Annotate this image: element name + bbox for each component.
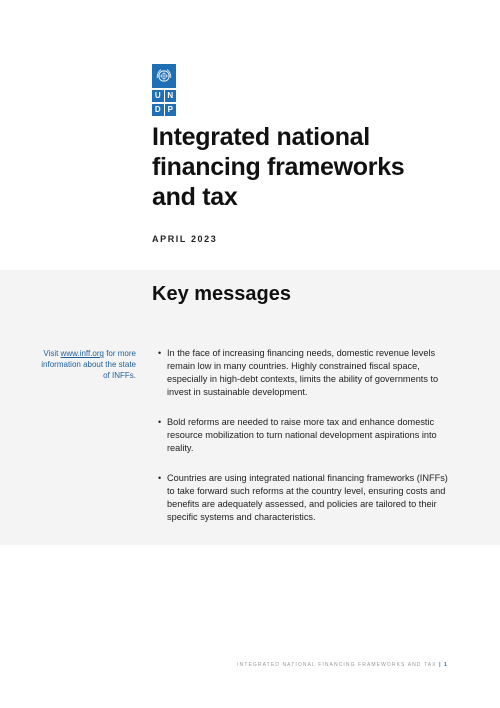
side-note-suffix: for more information about the state of INFFs. [41, 349, 136, 380]
page-footer [150, 662, 448, 668]
key-messages-heading: Key messages [152, 283, 291, 305]
logo-letter-n: N [165, 90, 177, 102]
page-number: 1 [444, 662, 448, 668]
inff-link[interactable]: www.inff.org [60, 349, 104, 358]
footer-text: INTEGRATED NATIONAL FINANCING FRAMEWORKS AND TAX [237, 662, 437, 668]
list-item [158, 347, 448, 399]
bullet-icon: • [158, 417, 162, 427]
message-text: Countries are using integrated national financing frameworks (INFFs) to take forward such reforms at the country level, ensuring costs and benefits are adequately assessed, and policies are tailored to their specific systems and characteristics. [167, 473, 448, 522]
bullet-icon: • [158, 473, 162, 483]
publication-date: APRIL 2023 [152, 234, 218, 244]
logo-letters-top [152, 90, 176, 102]
message-text: In the face of increasing financing needs, domestic revenue levels remain low in many countries. Highly constrained fiscal space, especially in high-debt contexts, limits the ability of governments to invest in sustainable development. [167, 348, 439, 397]
side-note [40, 348, 136, 381]
bullet-icon: • [158, 348, 162, 358]
logo-letters-bottom [152, 104, 176, 116]
logo-letter-p: P [165, 104, 177, 116]
logo-letter-u: U [152, 90, 164, 102]
undp-logo [152, 64, 176, 116]
list-item [158, 416, 448, 455]
logo-letter-d: D [152, 104, 164, 116]
key-messages-list [158, 347, 448, 541]
un-emblem-icon [152, 64, 176, 88]
footer-separator: | [439, 662, 442, 668]
document-title: Integrated national financing frameworks and tax [152, 123, 405, 211]
message-text: Bold reforms are needed to raise more tax and enhance domestic resource mobilization to turn national development aspirations into reality. [167, 417, 437, 453]
side-note-prefix: Visit [43, 349, 61, 358]
list-item [158, 472, 448, 524]
